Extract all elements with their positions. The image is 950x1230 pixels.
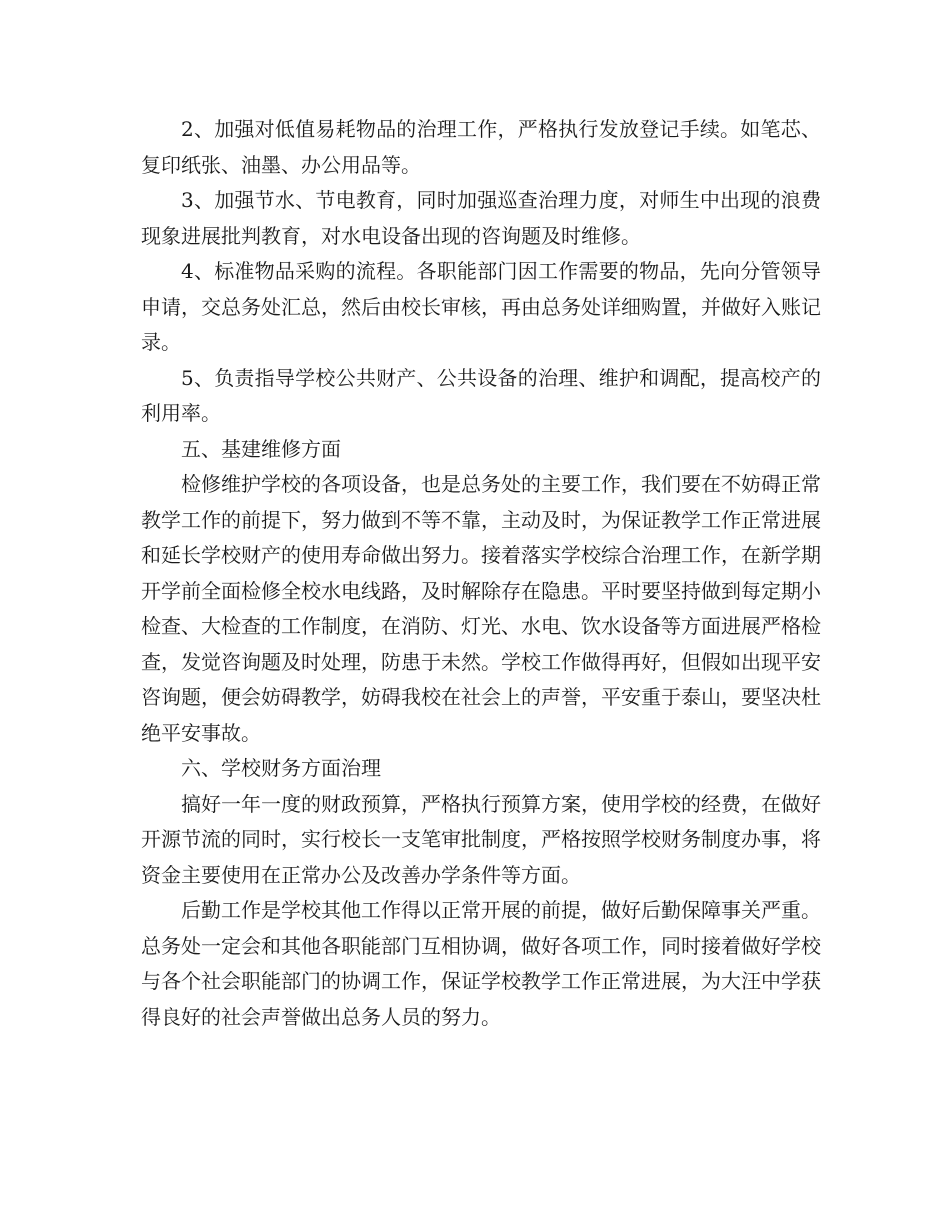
document-body	[141, 112, 821, 1035]
paragraph-item-2: 2、加强对低值易耗物品的治理工作，严格执行发放登记手续。如笔芯、复印纸张、油墨、办公用品等。	[141, 117, 821, 177]
paragraph-conclusion: 后勤工作是学校其他工作得以正常开展的前提，做好后勤保障事关严重。总务处一定会和其他各职能部门互相协调，做好各项工作，同时接着做好学校与各个社会职能部门的协调工作，保证学校教学工作正常进展，为大汪中学获得良好的社会声誉做出总务人员的努力。	[141, 898, 821, 1029]
paragraph-item-3: 3、加强节水、节电教育，同时加强巡查治理力度，对师生中出现的浪费现象进展批判教育，对水电设备出现的咨询题及时维修。	[141, 188, 821, 248]
section-heading-5: 五、基建维修方面	[181, 436, 341, 461]
paragraph-finance: 搞好一年一度的财政预算，严格执行预算方案，使用学校的经费，在做好开源节流的同时，实行校长一支笔审批制度，严格按照学校财务制度办事，将资金主要使用在正常办公及改善办学条件等方面。	[141, 791, 821, 887]
section-heading-6: 六、学校财务方面治理	[181, 756, 381, 780]
paragraph-item-4: 4、标准物品采购的流程。各职能部门因工作需要的物品，先向分管领导申请，交总务处汇总，然后由校长审核，再由总务处详细购置，并做好入账记录。	[141, 259, 821, 354]
paragraph-maintenance: 检修维护学校的各项设备，也是总务处的主要工作，我们要在不妨碍正常教学工作的前提下，努力做到不等不靠，主动及时，为保证教学工作正常进展和延长学校财产的使用寿命做出努力。接着落实学校综合治理工作，在新学期开学前全面检修全校水电线路，及时解除存在隐患。平时要坚持做到每定期小检查、大检查的工作制度，在消防、灯光、水电、饮水设备等方面进展严格检查，发觉咨询题及时处理，防患于未然。学校工作做得再好，但假如出现平安咨询题，便会妨碍教学，妨碍我校在社会上的声誉，平安重于泰山，要坚决杜绝平安事故。	[141, 472, 821, 745]
paragraph-item-5: 5、负责指导学校公共财产、公共设备的治理、维护和调配，提高校产的利用率。	[141, 365, 821, 425]
